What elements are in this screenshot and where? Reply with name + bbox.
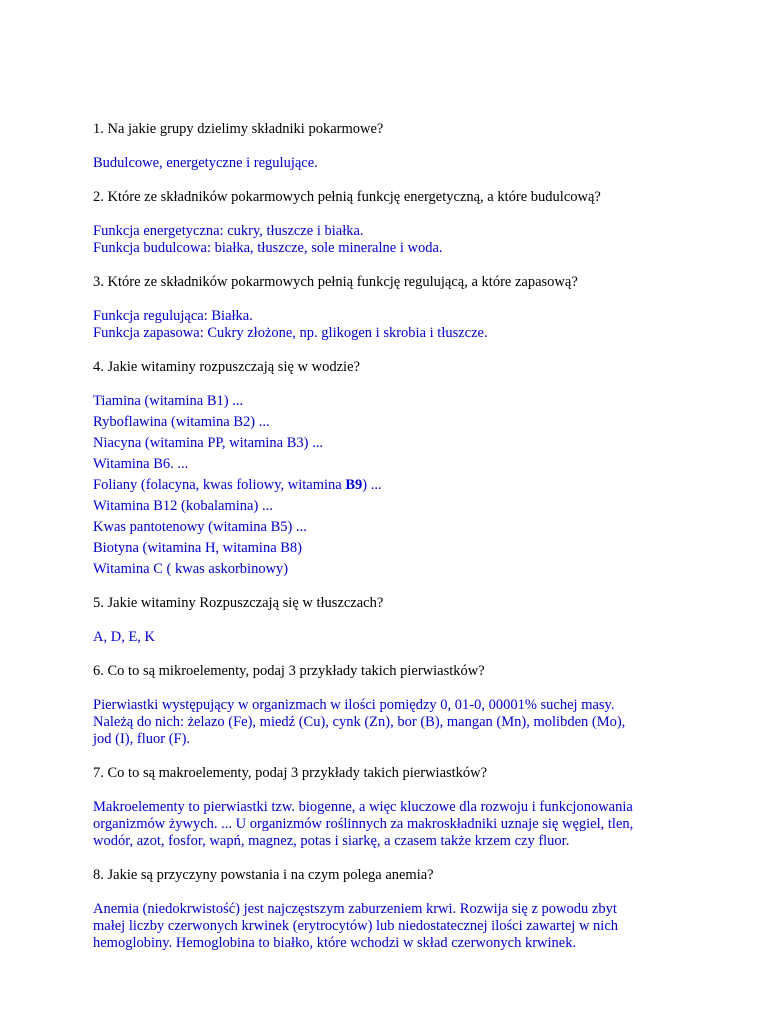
answer-6-line: jod (I), fluor (F).: [93, 731, 191, 747]
question-4: 4. Jakie witaminy rozpuszczają się w wodzie?: [93, 359, 360, 375]
answer-3-line: Funkcja zapasowa: Cukry złożone, np. glikogen i skrobia i tłuszcze.: [93, 325, 488, 341]
folate-text: Foliany (folacyna, kwas foliowy, witamina: [93, 477, 346, 493]
answer-8: [93, 901, 733, 952]
answer-2: [93, 223, 733, 257]
vitamin-item: Witamina B6. ...: [93, 456, 189, 472]
question-6: 6. Co to są mikroelementy, podaj 3 przykłady takich pierwiastków?: [93, 663, 485, 679]
question-2: 2. Które ze składników pokarmowych pełnią funkcję energetyczną, a które budulcową?: [93, 189, 601, 205]
question-1: 1. Na jakie grupy dzielimy składniki pokarmowe?: [93, 121, 384, 137]
vitamin-item: Biotyna (witamina H, witamina B8): [93, 540, 303, 556]
folate-bold-b9: B9: [345, 477, 363, 493]
answer-4-vitamin-list: [93, 393, 733, 578]
vitamin-item: Niacyna (witamina PP, witamina B3) ...: [93, 435, 323, 451]
answer-6-line: Pierwiastki występujący w organizmach w ilości pomiędzy 0, 01-0, 00001% suchej masy.: [93, 697, 615, 713]
vitamin-item: Tiamina (witamina B1) ...: [93, 393, 244, 409]
document-page: [93, 121, 733, 969]
answer-1: Budulcowe, energetyczne i regulujące.: [93, 155, 318, 171]
vitamin-item: Witamina C ( kwas askorbinowy): [93, 561, 289, 577]
answer-6: [93, 697, 733, 748]
answer-7: [93, 799, 733, 850]
answer-2-line: Funkcja budulcowa: białka, tłuszcze, sole mineralne i woda.: [93, 240, 443, 256]
answer-3-line: Funkcja regulująca: Białka.: [93, 308, 253, 324]
answer-8-line: hemoglobiny. Hemoglobina to białko, które wchodzi w skład czerwonych krwinek.: [93, 935, 577, 951]
question-5: 5. Jakie witaminy Rozpuszczają się w tłuszczach?: [93, 595, 384, 611]
answer-8-line: Anemia (niedokrwistość) jest najczęstszym zaburzeniem krwi. Rozwija się z powodu zbyt: [93, 901, 617, 917]
question-8: 8. Jakie są przyczyny powstania i na czym polega anemia?: [93, 867, 434, 883]
answer-8-line: małej liczby czerwonych krwinek (erytrocytów) lub niedostatecznej ilości zawartej w nich: [93, 918, 619, 934]
answer-3: [93, 308, 733, 342]
folate-text-end: ) ...: [362, 477, 382, 493]
question-3: 3. Które ze składników pokarmowych pełnią funkcję regulującą, a które zapasową?: [93, 274, 578, 290]
vitamin-item: Kwas pantotenowy (witamina B5) ...: [93, 519, 307, 535]
vitamin-item: Witamina B12 (kobalamina) ...: [93, 498, 273, 514]
answer-5: A, D, E, K: [93, 629, 156, 645]
answer-7-line: organizmów żywych. ... U organizmów roślinnych za makroskładniki uznaje się węgiel, tlen,: [93, 816, 634, 832]
answer-7-line: Makroelementy to pierwiastki tzw. biogenne, a więc kluczowe dla rozwoju i funkcjonowania: [93, 799, 633, 815]
answer-2-line: Funkcja energetyczna: cukry, tłuszcze i białka.: [93, 223, 364, 239]
vitamin-item: Ryboflawina (witamina B2) ...: [93, 414, 270, 430]
vitamin-item-folate: [93, 477, 733, 494]
answer-6-line: Należą do nich: żelazo (Fe), miedź (Cu), cynk (Zn), bor (B), mangan (Mn), molibden (Mo),: [93, 714, 626, 730]
question-7: 7. Co to są makroelementy, podaj 3 przykłady takich pierwiastków?: [93, 765, 488, 781]
answer-7-line: wodór, azot, fosfor, wapń, magnez, potas i siarkę, a czasem także krzem czy fluor.: [93, 833, 570, 849]
